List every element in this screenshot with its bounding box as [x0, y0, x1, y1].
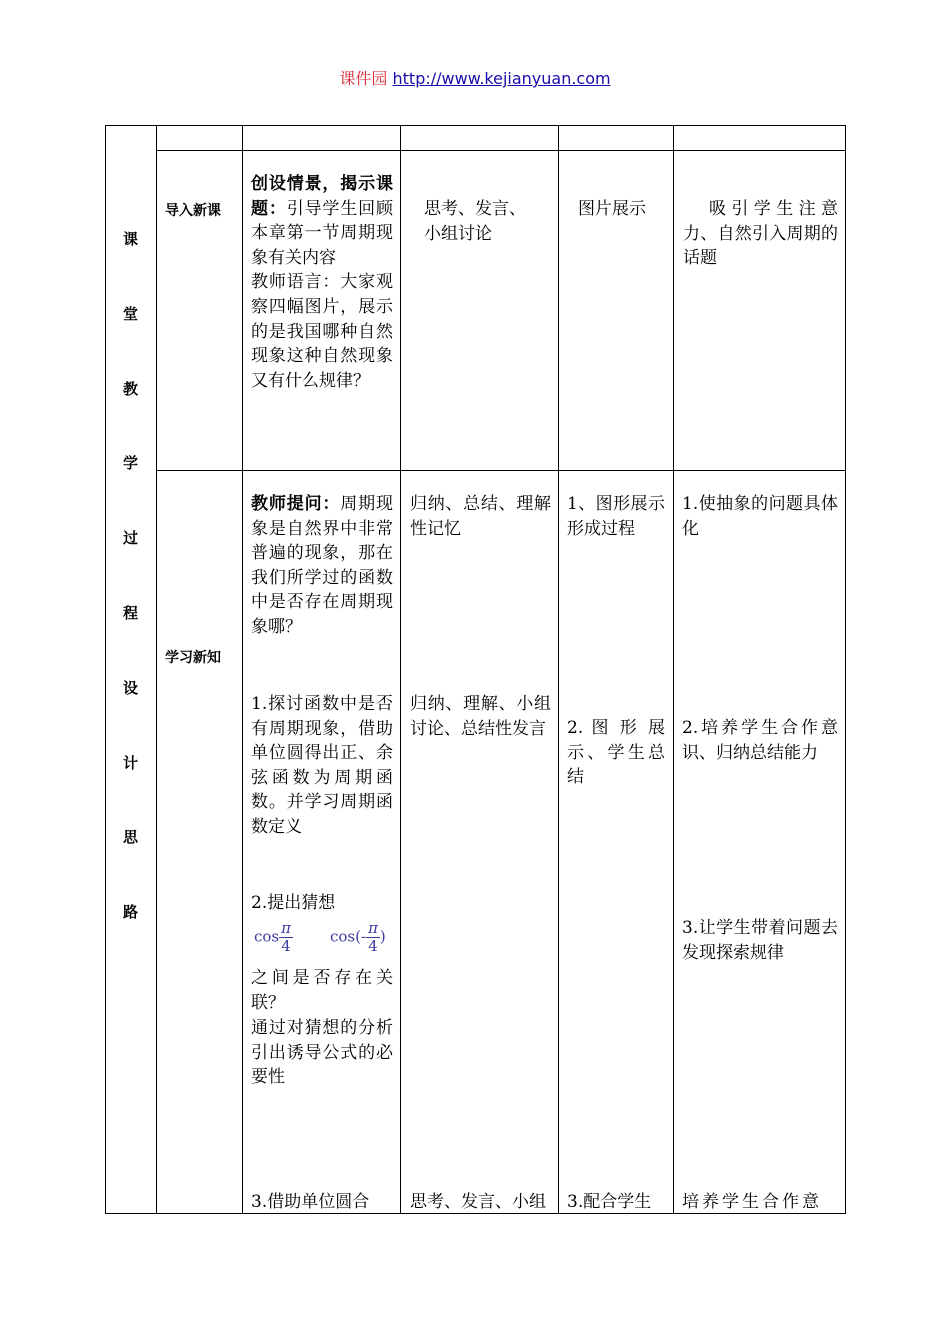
section-label-new-knowledge: 学习新知 — [165, 650, 221, 666]
new-student-1: 归纳、总结、理解性记忆 — [410, 494, 551, 539]
math-cos-neg: cos(- — [330, 927, 367, 946]
new-student-3: 思考、发言、小组 — [410, 1192, 546, 1212]
new-p3-a: 2.提出猜想 — [251, 893, 336, 913]
page-header — [0, 66, 950, 89]
intro-content-text: 引导学生回顾本章第一节周期现象有关内容 — [251, 198, 394, 268]
new-intent-2: 2.培养学生合作意识、归纳总结能力 — [682, 718, 838, 763]
math-fraction — [279, 920, 293, 955]
math-expression-cos-neg — [330, 920, 386, 955]
col-line-3 — [400, 125, 401, 1214]
side-char: 堂 — [122, 304, 138, 323]
new-student-2: 归纳、理解、小组讨论、总结性发言 — [410, 694, 551, 739]
row-divider-1 — [156, 150, 846, 151]
math-four: 4 — [281, 937, 291, 955]
side-char: 设 — [122, 678, 138, 697]
new-p1-text: 周期现象是自然界中非常普遍的现象，那在我们所学过的函数中是否存在周期现象哪？ — [251, 494, 394, 637]
intro-media: 图片展示 — [578, 199, 646, 219]
col-line-4 — [558, 125, 559, 1214]
math-close-paren: ) — [379, 927, 386, 946]
new-p4: 3.借助单位圆合 — [251, 1192, 370, 1212]
math-fraction-2 — [366, 920, 380, 955]
side-char: 程 — [122, 603, 138, 622]
new-media-3: 3.配合学生 — [567, 1192, 652, 1212]
new-p3-b: 之间是否存在关联？ — [251, 968, 393, 1013]
new-intent-4: 培养学生合作意 — [682, 1192, 822, 1212]
intro-content-heading: 创设情景，揭示课题： — [251, 174, 393, 219]
side-char: 计 — [122, 753, 138, 772]
table-border-top — [105, 125, 846, 126]
side-char: 课 — [122, 230, 138, 248]
new-p3-c: 通过对猜想的分析引出诱导公式的必要性 — [251, 1018, 393, 1088]
math-pi: π — [281, 919, 291, 937]
col-line-5 — [673, 125, 674, 1214]
row-divider-2 — [156, 470, 846, 471]
new-intent-3: 3.让学生带着问题去发现探索规律 — [682, 918, 838, 963]
new-media-2: 2. 图 形 展 示、学生总结 — [567, 718, 665, 788]
new-p2: 1.探讨函数中是否有周期现象，借助单位圆得出正、余弦函数为周期函数。并学习周期函数定义 — [251, 694, 393, 837]
math-pi-2: π — [368, 919, 378, 937]
math-cos: cos — [254, 927, 280, 946]
col-line-2 — [242, 125, 243, 1214]
intro-teacher-language: 教师语言：大家观察四幅图片，展示的是我国哪种自然现象这种自然现象又有什么规律？ — [251, 272, 393, 391]
site-brand: 课件园 — [339, 69, 388, 88]
side-char: 路 — [122, 903, 138, 922]
math-expression-cos — [254, 920, 293, 955]
new-p1 — [251, 492, 393, 640]
new-intent-1: 1.使抽象的问题具体化 — [682, 494, 838, 539]
side-char: 思 — [122, 828, 138, 847]
new-media-1: 1、图形展示形成过程 — [567, 494, 665, 539]
side-label-vertical — [106, 228, 155, 976]
site-url-link[interactable]: http://www.kejianyuan.com — [392, 69, 611, 88]
side-char: 学 — [122, 454, 138, 473]
math-four-2: 4 — [368, 937, 378, 955]
new-p1-heading: 教师提问： — [251, 494, 341, 514]
intro-student-activity: 思考、发言、小组讨论 — [424, 199, 526, 244]
col-line-6 — [845, 125, 846, 1214]
intro-design-intent: 吸引学生注意力、自然引入周期的话题 — [683, 199, 838, 269]
col-line-1 — [156, 125, 157, 1214]
intro-content — [251, 172, 393, 393]
side-char: 教 — [122, 379, 138, 398]
section-label-intro: 导入新课 — [165, 203, 221, 219]
side-char: 过 — [122, 529, 138, 548]
